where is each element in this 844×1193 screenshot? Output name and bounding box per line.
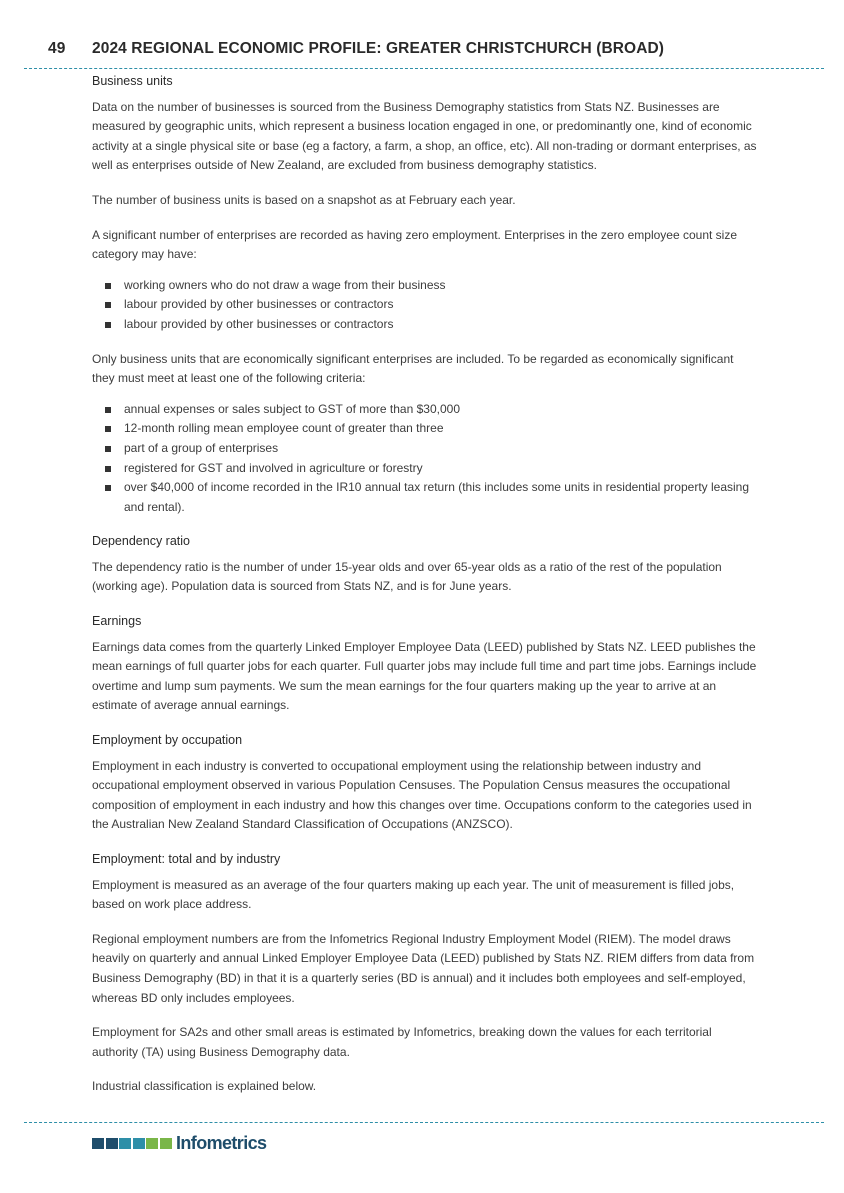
logo-square (160, 1138, 172, 1149)
paragraph: A significant number of enterprises are recorded as having zero employment. Enterprises in the zero employee count size category may have: (92, 227, 737, 262)
list-item: registered for GST and involved in agriculture or forestry (124, 459, 758, 479)
logo-text: Infometrics (176, 1133, 267, 1153)
list-item: part of a group of enterprises (124, 439, 758, 459)
page-header (24, 40, 824, 58)
employment-occupation-section (92, 731, 758, 835)
list-item: labour provided by other businesses or contractors (124, 295, 758, 315)
list-item: over $40,000 of income recorded in the IR10 annual tax return (this includes some units in residential property leasing and rental). (124, 478, 758, 517)
logo-square (146, 1138, 158, 1149)
paragraph: Employment is measured as an average of the four quarters making up each year. The unit of measurement is filled jobs, based on work place address. (92, 877, 735, 912)
employment-industry-heading: Employment: total and by industry (92, 852, 281, 866)
logo-square (92, 1138, 104, 1149)
criteria-list (92, 400, 758, 518)
paragraph: Only business units that are economically significant enterprises are included. To be regarded as economically significant they must meet at least one of the following criteria: (92, 351, 734, 386)
list-item: labour provided by other businesses or contractors (124, 315, 758, 335)
paragraph: Employment in each industry is converted to occupational employment using the relationship between industry and occupational employment observed in various Population Censuses. The Population Census measures the occupational composition of employment in each industry and how this changes over time. Occupations conform to the categories used in the Australian New Zealand Standard Classification of Occupations (ANZSCO). (92, 758, 752, 832)
paragraph: Employment for SA2s and other small areas is estimated by Infometrics, breaking down the values for each territorial authority (TA) using Business Demography data. (92, 1025, 712, 1059)
footer-divider (24, 1122, 824, 1123)
paragraph: Industrial classification is explained below. (92, 1079, 317, 1094)
main-content (92, 72, 758, 1112)
logo-square (133, 1138, 145, 1149)
paragraph: Earnings data comes from the quarterly Linked Employer Employee Data (LEED) published by Stats NZ. LEED publishes the mean earnings of full quarter jobs for each quarter. Full quarter jobs may include full time and part time jobs. Earnings include overtime and lump sum payments. We sum the mean earnings for the four quarters making up the year to arrive at an estimate of average annual earnings. (92, 639, 757, 713)
dependency-ratio-section (92, 532, 758, 597)
earnings-section (92, 612, 758, 716)
paragraph: Data on the number of businesses is sourced from the Business Demography statistics from Stats NZ. Businesses are measured by geographic units, which represent a business location engaged in one, or predominantly one, kind of economic activity at a single physical site or base (eg a factory, a farm, a shop, an office, etc). All non-trading or dormant enterprises, as well as enterprises outside of New Zealand, are excluded from business demography statistics. (92, 99, 757, 173)
zero-employment-list (92, 276, 758, 335)
logo-square (106, 1138, 118, 1149)
employment-industry-section (92, 850, 758, 1097)
list-item: working owners who do not draw a wage from their business (124, 276, 758, 296)
infometrics-logo (92, 1133, 266, 1154)
logo-square (119, 1138, 131, 1149)
employment-occupation-heading: Employment by occupation (92, 733, 243, 748)
paragraph: The dependency ratio is the number of under 15-year olds and over 65-year olds as a ratio of the rest of the population (working age). Population data is sourced from Stats NZ, and is for June years. (92, 559, 722, 594)
paragraph: Regional employment numbers are from the Infometrics Regional Industry Employment Model (RIEM). The model draws heavily on quarterly and annual Linked Employer Employee Data (LEED) published by Stats NZ. RIEM differs from data from Business Demography (BD) in that it is a quarterly series (BD is annual) and it includes both employees and self-employed, whereas BD only includes employees. (92, 931, 755, 1005)
header-divider (24, 68, 824, 69)
business-units-section (92, 72, 758, 517)
list-item: annual expenses or sales subject to GST of more than $30,000 (124, 400, 758, 420)
paragraph: The number of business units is based on a snapshot as at February each year. (92, 192, 516, 207)
dependency-ratio-heading: Dependency ratio (92, 534, 190, 549)
business-units-heading: Business units (92, 74, 173, 88)
list-item: 12-month rolling mean employee count of greater than three (124, 419, 758, 439)
earnings-heading: Earnings (92, 614, 142, 629)
page-number: 49 (48, 40, 66, 57)
document-title: 2024 REGIONAL ECONOMIC PROFILE: GREATER CHRISTCHURCH (BROAD) (92, 40, 665, 57)
